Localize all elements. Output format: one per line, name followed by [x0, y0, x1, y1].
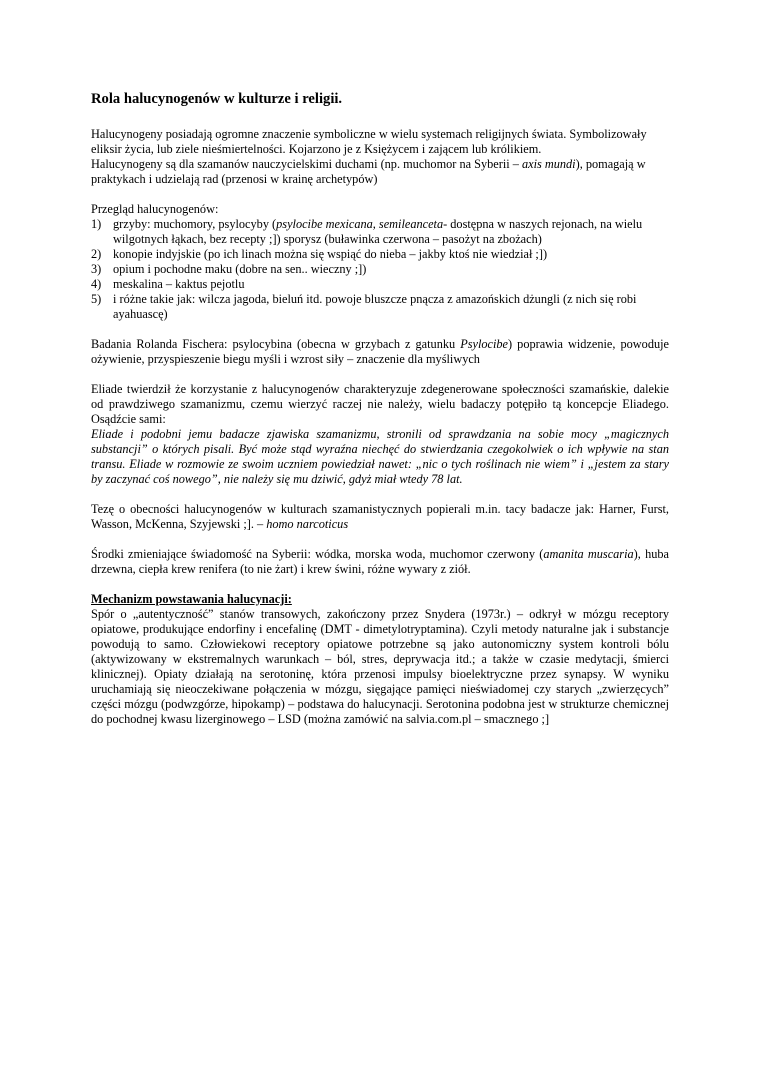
list-item-italic: psylocibe mexicana, semileanceta — [276, 217, 444, 231]
fischer-text-c: ) poprawia widzenie, powoduje ożywienie, przyspieszenie biegu myśli i wzrost siły – znaczenie dla myśliwych — [91, 337, 670, 366]
intro-paragraph-1: Halucynogeny posiadają ogromne znaczenie symboliczne w wielu systemach religijnych świata. Symbolizowały eliksir życia, lub ziele nieśmiertelności. Kojarzono je z Księżycem i zającem lub królikiem. — [91, 127, 647, 156]
fischer-text-a: Badania Rolanda Fischera: psylocybina (obecna w grzybach z gatunku — [91, 337, 461, 351]
thesis-italic: homo narcoticus — [266, 517, 349, 531]
list-item-text-c: - dostępna w naszych rejonach, na wielu wilgotnych łąkach, bez recepty ;]) sporysz (buławinka czerwona – pasożyt na zbożach) — [113, 217, 643, 246]
list-item-number: 2) — [91, 247, 102, 261]
eliade-quote-text: Eliade i podobni jemu badacze zjawiska szamanizmu, stronili od sprawdzania na sobie mocy „magicznych substancji” o których pisali. Być może stąd wyraźna niechęć do stwierdzania czegokolwiek o ich wpływie na stan transu. Eliade w rozmowie ze swoim uczniem powiedział nawet: „nic o tych roślinach nie wiem” i „jestem za stary by zaczynać coś nowego”, nie należy się mu dziwić, gdyż miał wtedy 78 lat. — [91, 427, 669, 486]
eliade-paragraph: Eliade twierdził że korzystanie z halucynogenów charakteryzuje zdegenerowane społeczności szamańskie, dalekie od prawdziwego szamanizmu, czemu wierzyć raczej nie należy, wielu badaczy potępiło tą koncepcje Eliadego. Osądźcie sami: — [91, 382, 669, 426]
list-item — [91, 262, 669, 277]
list-item-number: 5) — [91, 292, 102, 306]
intro-2-text-a: Halucynogeny są dla szamanów nauczycielskimi duchami (np. muchomor na Syberii – — [91, 157, 522, 171]
intro-paragraph-2 — [91, 157, 669, 187]
list-item-number: 4) — [91, 277, 102, 291]
fischer-italic: Psylocibe — [460, 337, 509, 351]
list-item — [91, 277, 669, 292]
list-item — [91, 292, 669, 322]
list-item — [91, 247, 669, 262]
list-item — [91, 217, 669, 247]
siberia-text-c: ), huba drzewna, ciepła krew renifera (to nie żart) i krew świni, różne wywary z ziół. — [91, 547, 669, 576]
overview-heading: Przegląd halucynogenów: — [91, 202, 219, 216]
siberia-paragraph — [91, 547, 669, 577]
mechanism-heading-text: Mechanizm powstawania halucynacji: — [91, 592, 292, 606]
eliade-quote — [91, 427, 669, 487]
hallucinogen-list — [91, 217, 669, 322]
list-item-text: konopie indyjskie (po ich linach można się wspiąć do nieba – jakby ktoś nie wiedział ;]) — [113, 247, 548, 261]
fischer-paragraph — [91, 337, 669, 367]
mechanism-heading — [91, 592, 669, 607]
list-item-number: 1) — [91, 217, 102, 231]
list-item-text: i różne takie jak: wilcza jagoda, bieluń itd. powoje bluszcze pnącza z amazońskich dżungli (z nich się robi ayahuascę) — [113, 292, 637, 321]
list-item-text: meskalina – kaktus pejotlu — [113, 277, 245, 291]
list-item-text: opium i pochodne maku (dobre na sen.. wieczny ;]) — [113, 262, 367, 276]
document-title: Rola halucynogenów w kulturze i religii. — [91, 91, 343, 107]
document-page — [91, 90, 669, 727]
siberia-italic: amanita muscaria — [543, 547, 634, 561]
thesis-paragraph — [91, 502, 669, 532]
list-item-number: 3) — [91, 262, 102, 276]
intro-2-italic: axis mundi — [521, 157, 576, 171]
thesis-text: Tezę o obecności halucynogenów w kulturach szamanistycznych popierali m.in. tacy badacze jak: Harner, Furst, Wasson, McKenna, Szyjewski ;]. – — [91, 502, 669, 531]
mechanism-paragraph: Spór o „autentyczność” stanów transowych, zakończony przez Snydera (1973r.) – odkrył w mózgu receptory opiatowe, produkujące endorfiny i encefalinę (DMT - dimetylotryptamina). Czyli metody naturalne jak i substancje powodują to samo. Człowiekowi receptory opiatowe potrzebne są jako autonomiczny system kontroli bólu (aktywizowany w ekstremalnych warunkach – ból, stres, deprywacja itd.; a także w czasie medytacji, śmierci klinicznej). Opiaty działają na serotoninę, która przenosi impulsy bioelektryczne przez synapsy. W wyniku uruchamiają się nieoczekiwane połączenia w mózgu, sięgające pamięci nieświadomej czy starych „zwierzęcych” części mózgu (podwzgórze, hipokamp) – podstawa do halucynacji. Serotonina podobna jest w strukturze chemicznej do pochodnej kwasu lizerginowego – LSD (można zamówić na salvia.com.pl – smacznego ;] — [91, 607, 669, 726]
intro-2-text-c: ), pomagają w praktykach i udzielają rad (przenosi w krainę archetypów) — [91, 157, 646, 186]
list-item-text-a: grzyby: muchomory, psylocyby ( — [113, 217, 277, 231]
siberia-text-a: Środki zmieniające świadomość na Syberii: wódka, morska woda, muchomor czerwony ( — [91, 547, 544, 561]
